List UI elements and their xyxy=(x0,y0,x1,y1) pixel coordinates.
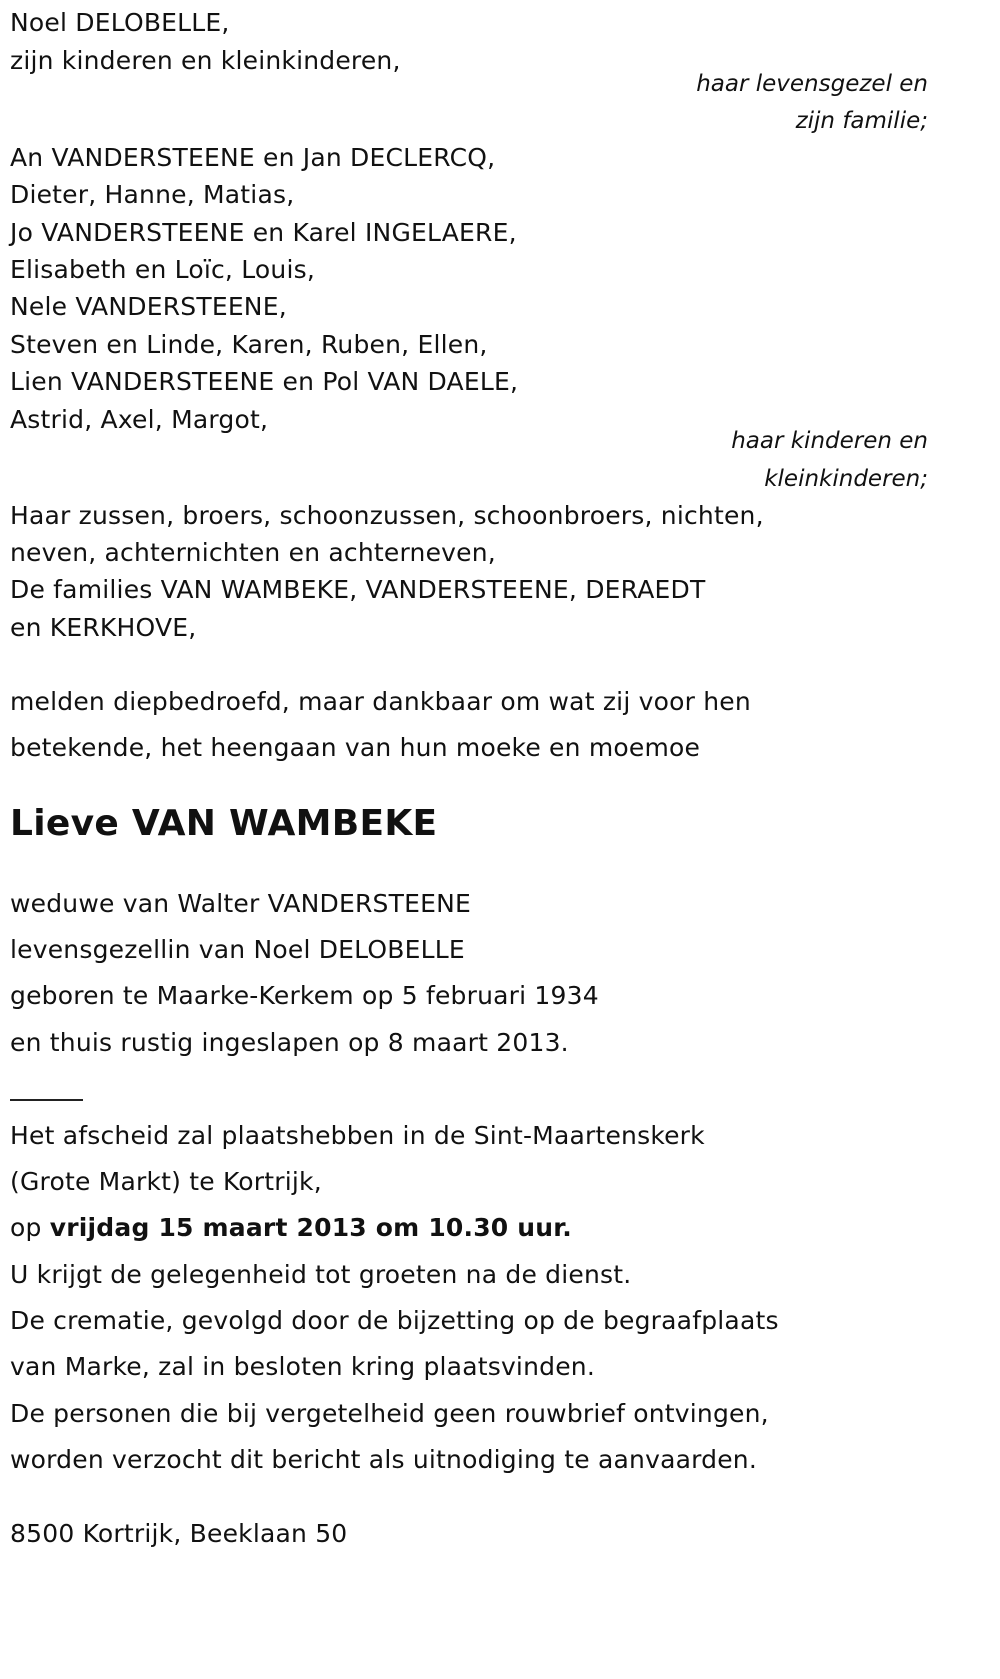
ceremony-line: worden verzocht dit bericht als uitnodiging te aanvaarden. xyxy=(10,1445,758,1474)
family-line: Jo VANDERSTEENE en Karel INGELAERE, xyxy=(10,218,517,247)
ceremony-line: van Marke, zal in besloten kring plaatsvinden. xyxy=(10,1352,595,1381)
detail-line: en thuis rustig ingeslapen op 8 maart 2013. xyxy=(10,1028,569,1057)
announcement-line: betekende, het heengaan van hun moeke en moemoe xyxy=(10,733,701,762)
deceased-name: Lieve VAN WAMBEKE xyxy=(10,803,438,844)
family-line: Lien VANDERSTEENE en Pol VAN DAELE, xyxy=(10,367,519,396)
address: 8500 Kortrijk, Beeklaan 50 xyxy=(10,1519,348,1548)
family-line: en KERKHOVE, xyxy=(10,613,197,642)
detail-line: geboren te Maarke-Kerkem op 5 februari 1934 xyxy=(10,981,599,1010)
family-line: Steven en Linde, Karen, Ruben, Ellen, xyxy=(10,330,488,359)
ceremony-line: De personen die bij vergetelheid geen rouwbrief ontvingen, xyxy=(10,1399,769,1428)
signature-line: haar kinderen en xyxy=(731,428,928,454)
ceremony-line: (Grote Markt) te Kortrijk, xyxy=(10,1167,322,1196)
family-line: Nele VANDERSTEENE, xyxy=(10,292,287,321)
signature-line: kleinkinderen; xyxy=(764,466,928,492)
family-line: Astrid, Axel, Margot, xyxy=(10,405,269,434)
family-line: neven, achternichten en achterneven, xyxy=(10,538,496,567)
ceremony-line: U krijgt de gelegenheid tot groeten na de dienst. xyxy=(10,1260,632,1289)
ceremony-date: vrijdag 15 maart 2013 om 10.30 uur. xyxy=(49,1213,572,1242)
signature-line: haar levensgezel en xyxy=(696,71,928,97)
announcement-line: melden diepbedroefd, maar dankbaar om wat zij voor hen xyxy=(10,687,751,716)
family-line: Noel DELOBELLE, xyxy=(10,8,230,37)
ceremony-line: De crematie, gevolgd door de bijzetting op de begraafplaats xyxy=(10,1306,779,1335)
family-line: Haar zussen, broers, schoonzussen, schoonbroers, nichten, xyxy=(10,501,764,530)
ceremony-line: Het afscheid zal plaatshebben in de Sint-Maartenskerk xyxy=(10,1121,705,1150)
family-line: Dieter, Hanne, Matias, xyxy=(10,180,295,209)
family-line: An VANDERSTEENE en Jan DECLERCQ, xyxy=(10,143,496,172)
ceremony-date-line xyxy=(10,1213,572,1243)
signature-line: zijn familie; xyxy=(795,108,928,134)
divider xyxy=(10,1099,83,1101)
family-line: De families VAN WAMBEKE, VANDERSTEENE, DERAEDT xyxy=(10,575,706,604)
family-line: Elisabeth en Loïc, Louis, xyxy=(10,255,315,284)
detail-line: levensgezellin van Noel DELOBELLE xyxy=(10,935,465,964)
family-line: zijn kinderen en kleinkinderen, xyxy=(10,46,401,75)
detail-line: weduwe van Walter VANDERSTEENE xyxy=(10,889,471,918)
ceremony-date-prefix: op xyxy=(10,1213,50,1242)
